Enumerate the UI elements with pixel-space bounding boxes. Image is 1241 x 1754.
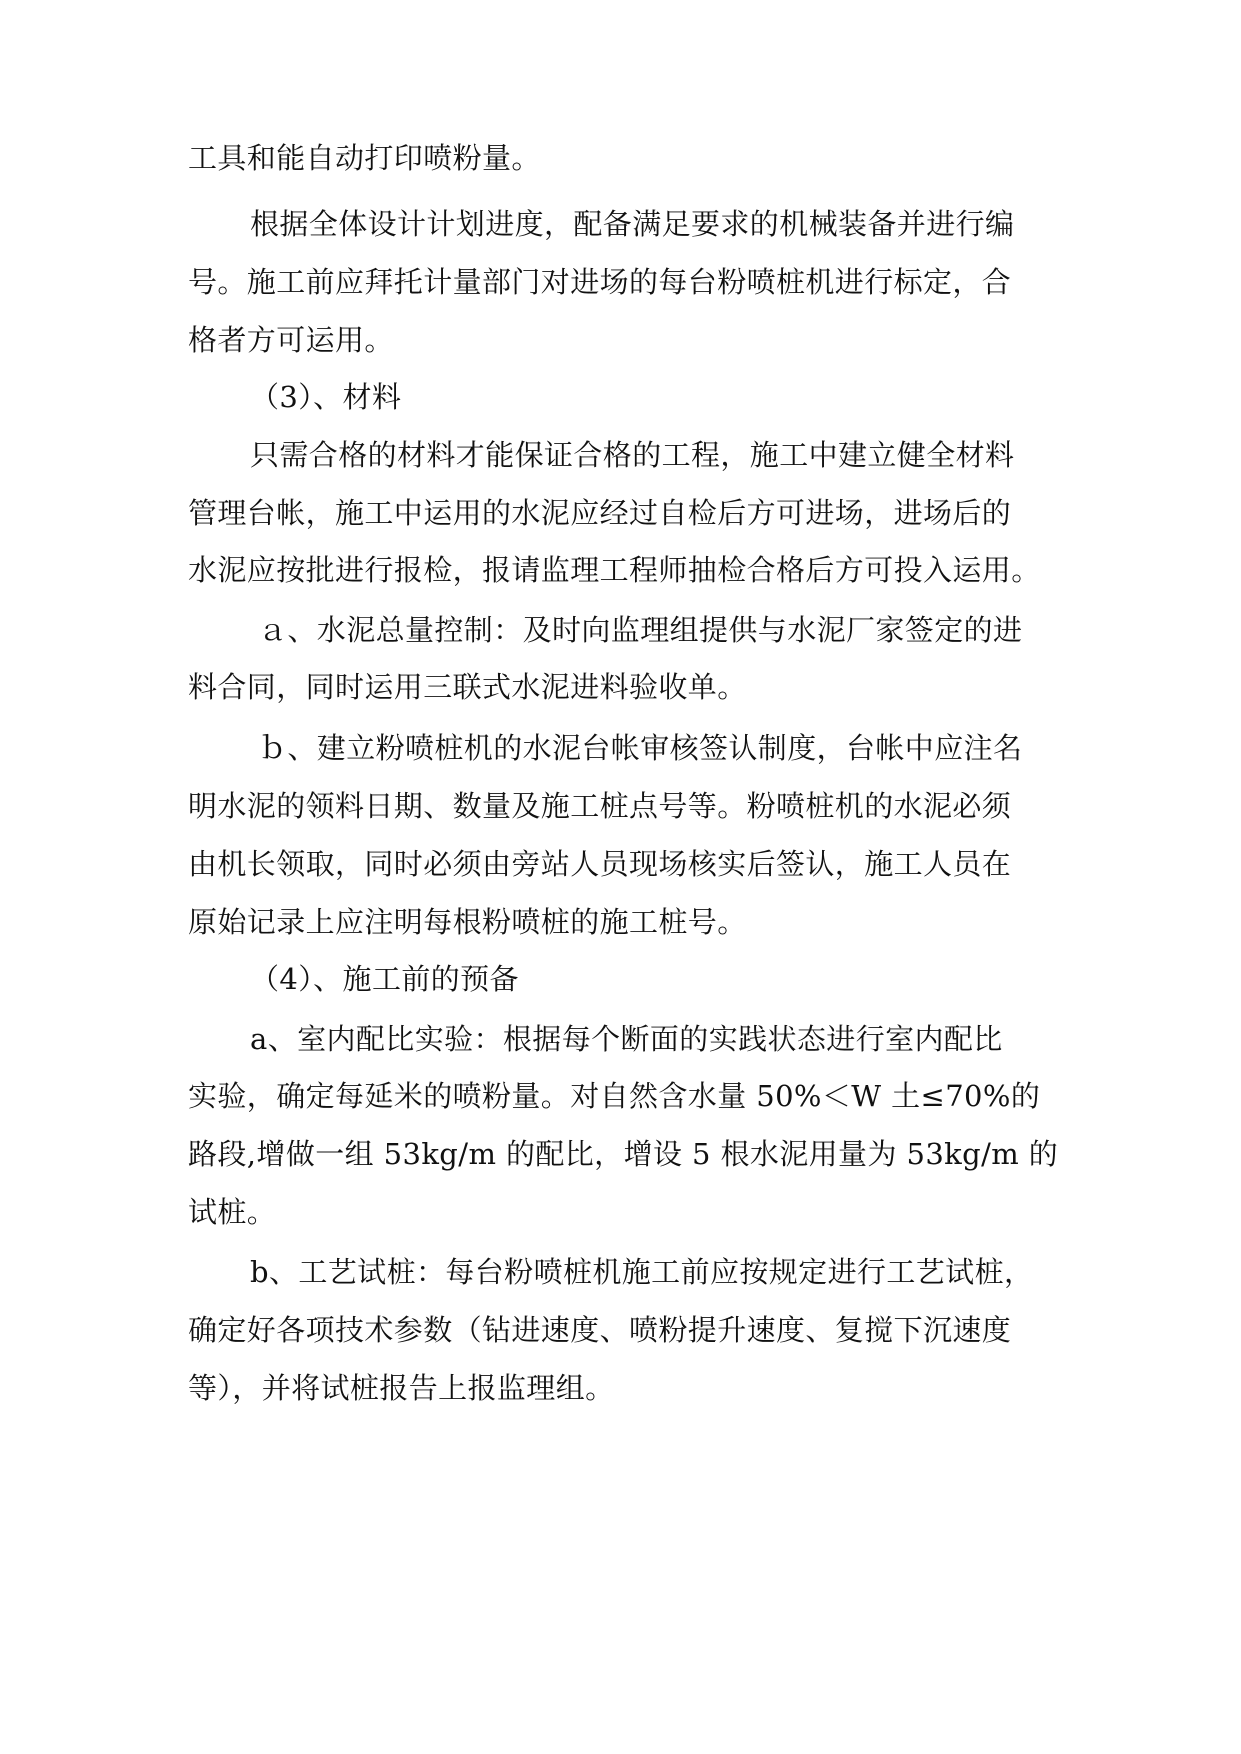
text-line: 格者方可运用。 (188, 323, 394, 357)
text-line: 管理台帐，施工中运用的水泥应经过自检后方可进场，进场后的 (188, 496, 1012, 530)
paragraph-first-line: 根据全体设计计划进度，配备满足要求的机械装备并进行编 (250, 207, 1015, 241)
text-line: 由机长领取，同时必须由旁站人员现场核实后签认，施工人员在 (188, 847, 1012, 881)
paragraph-first-line: 只需合格的材料才能保证合格的工程，施工中建立健全材料 (250, 438, 1015, 472)
text-line: 料合同，同时运用三联式水泥进料验收单。 (188, 670, 747, 704)
list-item-a: ａ、水泥总量控制：及时向监理组提供与水泥厂家签定的进 (258, 613, 1023, 647)
text-line: 路段,增做一组 53kg/m 的配比，增设 5 根水泥用量为 53kg/m 的 (188, 1137, 1059, 1171)
list-item-b: ｂ、建立粉喷桩机的水泥台帐审核签认制度，台帐中应注名 (258, 731, 1023, 765)
text-line: 明水泥的领料日期、数量及施工桩点号等。粉喷桩机的水泥必须 (188, 789, 1012, 823)
text-line: 工具和能自动打印喷粉量。 (188, 141, 541, 175)
section-heading: （4）、施工前的预备 (250, 962, 519, 996)
text-line: 确定好各项技术参数（钻进速度、喷粉提升速度、复搅下沉速度 (188, 1313, 1012, 1347)
text-line: 原始记录上应注明每根粉喷桩的施工桩号。 (188, 905, 747, 939)
text-line: 号。施工前应拜托计量部门对进场的每台粉喷桩机进行标定，合 (188, 265, 1012, 299)
section-heading: （3）、材料 (250, 380, 402, 414)
list-item-a: a、室内配比实验：根据每个断面的实践状态进行室内配比 (250, 1022, 1003, 1056)
text-line: 实验，确定每延米的喷粉量。对自然含水量 50%＜W 土≤70%的 (188, 1079, 1041, 1113)
text-line: 等），并将试桩报告上报监理组。 (188, 1371, 615, 1405)
text-line: 水泥应按批进行报检，报请监理工程师抽检合格后方可投入运用。 (188, 553, 1041, 587)
text-line: 试桩。 (188, 1195, 277, 1229)
list-item-b: b、工艺试桩：每台粉喷桩机施工前应按规定进行工艺试桩， (250, 1255, 1034, 1289)
